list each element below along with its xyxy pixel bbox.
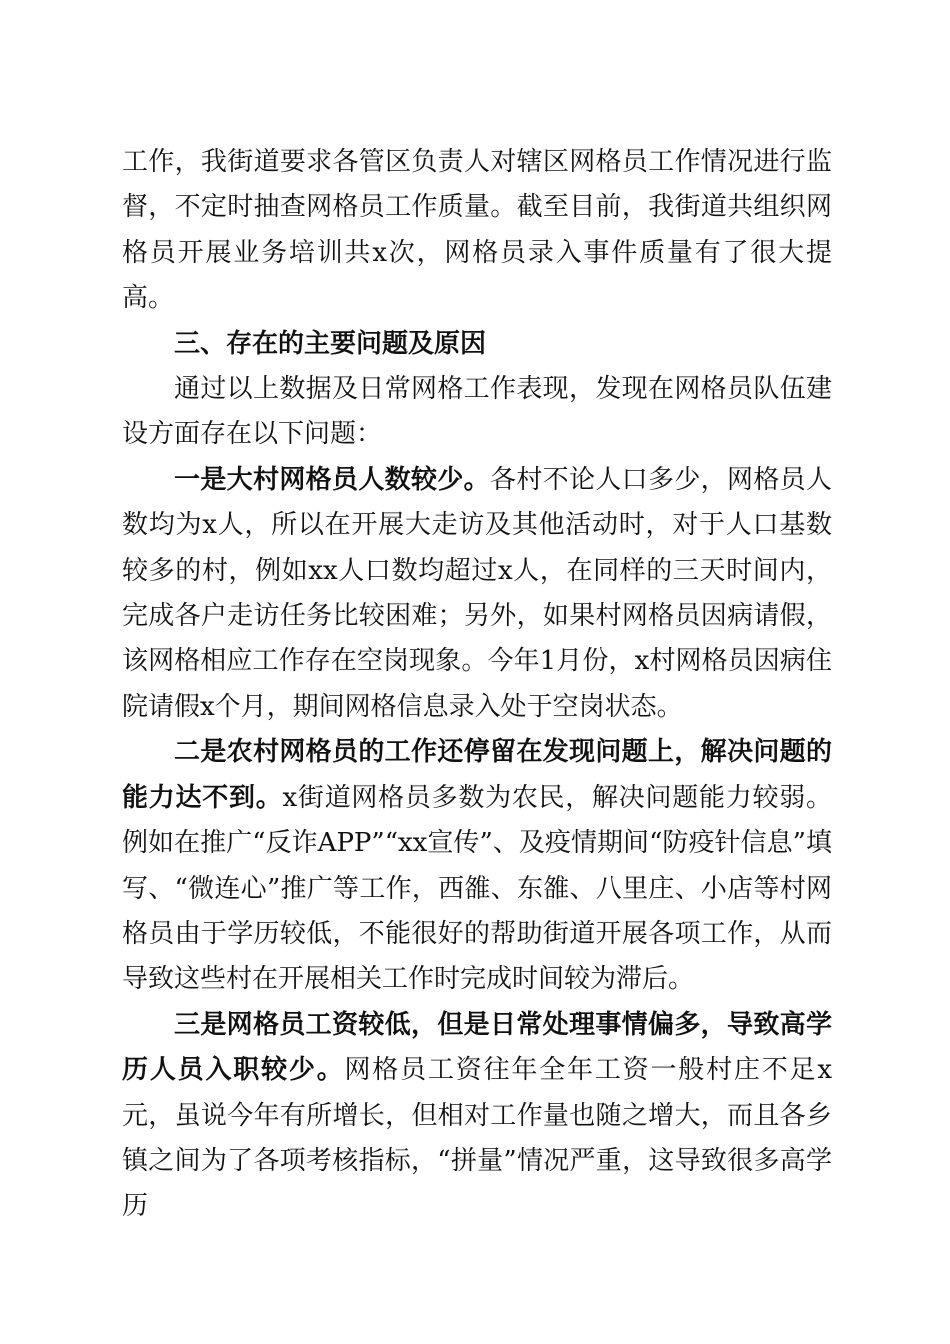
problem-body-3: 网格员工资往年全年工资一般村庄不足x元，虽说今年有所增长，但相对工作量也随之增大，而且各乡镇之间为了各项考核指标，“拼量”情况严重，这导致很多高学历 [122,1055,832,1222]
problem-lead-3: 三是网格员工资较低，但是日常处理事情偏多，导致高学历人员入职较少。 [122,1009,832,1086]
problem-body-2: x街道网格员多数为农民，解决问题能力较弱。例如在推广“反诈APP”“xx宣传”、及疫情期间“防疫针信息”填写、“微连心”推广等工作，西雒、东雒、八里庄、小店等村网格员由于学历较低，不能很好的帮助街道开展各项工作，从而导致这些村在开展相关工作时完成时间较为滞后。 [122,782,832,995]
problem-paragraph-1 [122,458,832,730]
problem-body-1: 各村不论人口多少，网格员人数均为x人，所以在开展大走访及其他活动时，对于人口基数较多的村，例如xx人口数均超过x人，在同样的三天时间内，完成各户走访任务比较困难；另外，如果村网格员因病请假，该网格相应工作存在空岗现象。今年1月份，x村网格员因病住院请假x个月，期间网格信息录入处于空岗状态。 [122,464,832,722]
intro-paragraph: 通过以上数据及日常网格工作表现，发现在网格员队伍建设方面存在以下问题： [122,374,832,450]
section-heading: 三、存在的主要问题及原因 [174,328,487,359]
problem-paragraph-2 [122,730,832,1002]
continuation-paragraph: 工作，我街道要求各管区负责人对辖区网格员工作情况进行监督，不定时抽查网格员工作质量。截至目前，我街道共组织网格员开展业务培训共x次，网格员录入事件质量有了很大提高。 [122,147,832,314]
document-body [122,140,832,1230]
problem-lead-1: 一是大村网格员人数较少。 [174,464,490,495]
problem-paragraph-3 [122,1003,832,1230]
problem-lead-2: 二是农村网格员的工作还停留在发现问题上，解决问题的能力达不到。 [122,737,832,813]
